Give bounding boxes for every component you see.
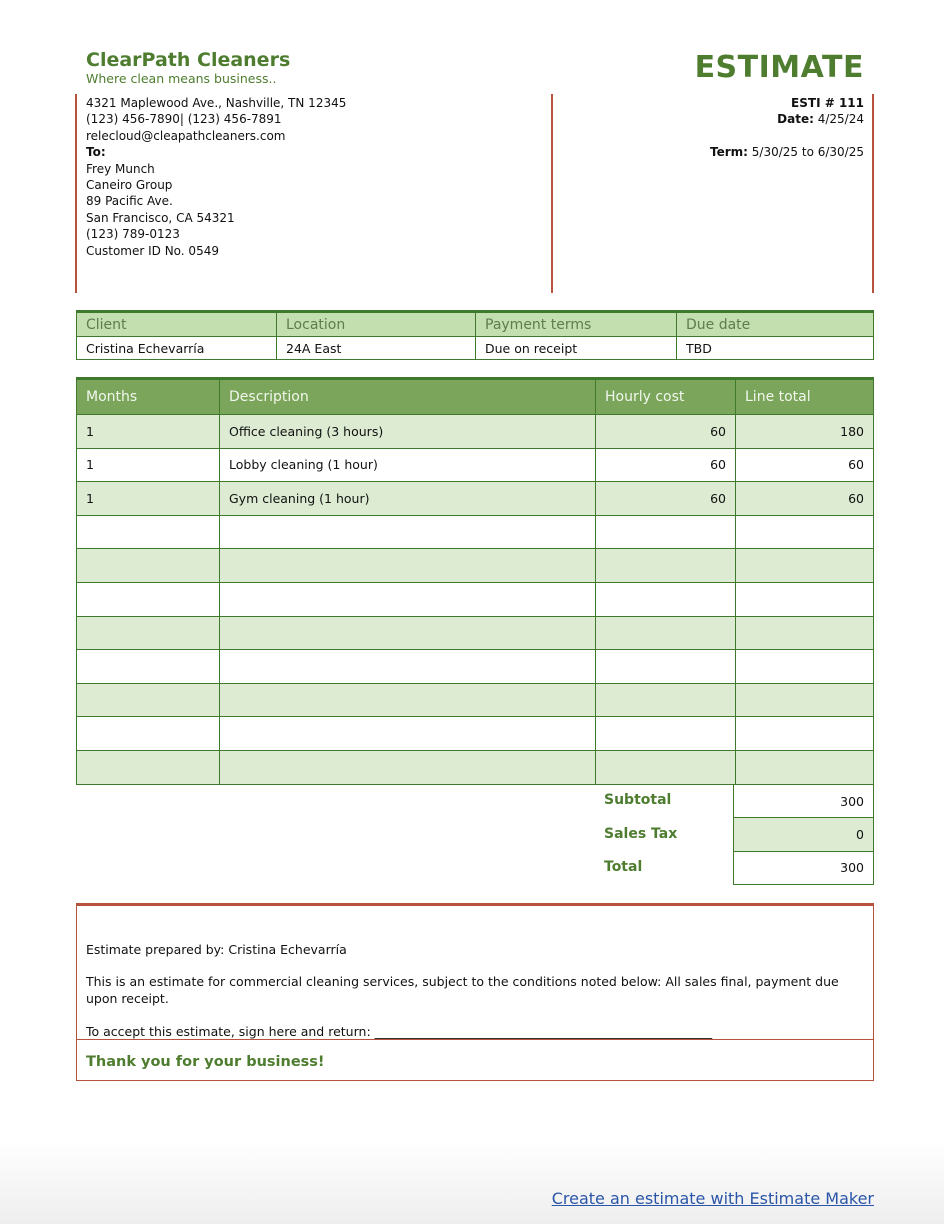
table-row-empty (77, 616, 874, 650)
totals-table (733, 784, 874, 885)
thank-you-message: Thank you for your business! (86, 1054, 325, 1070)
estimate-date: 4/25/24 (817, 112, 864, 127)
info-header: Due date (677, 312, 874, 337)
sales-tax-value: 0 (734, 818, 874, 851)
subtotal-label: Subtotal (604, 792, 672, 808)
table-row-empty (77, 515, 874, 549)
table-row (77, 415, 874, 449)
table-row (77, 482, 874, 516)
info-cell-due-date: TBD (677, 337, 874, 360)
thanks-divider (76, 1039, 874, 1040)
total-row (734, 851, 874, 884)
to-phone: (123) 789-0123 (86, 227, 180, 242)
item-hourly-cost: 60 (596, 448, 736, 482)
item-hourly-cost: 60 (596, 415, 736, 449)
to-city: San Francisco, CA 54321 (86, 210, 235, 225)
estimate-maker-link[interactable]: Create an estimate with Estimate Maker (551, 1189, 874, 1208)
to-label: To: (86, 145, 106, 160)
info-cell-client: Cristina Echevarría (77, 337, 277, 360)
table-row-empty (77, 750, 874, 784)
info-header: Client (77, 312, 277, 337)
divider-right (872, 94, 874, 293)
estimate-meta (710, 95, 864, 161)
prepared-by: Estimate prepared by: Cristina Echevarría (86, 942, 347, 957)
item-line-total: 180 (736, 415, 874, 449)
table-row-empty (77, 582, 874, 616)
items-table (76, 377, 874, 785)
from-email: relecloud@cleapathcleaners.com (86, 128, 286, 143)
date-label: Date: (777, 112, 814, 127)
item-description: Lobby cleaning (1 hour) (220, 448, 596, 482)
item-hourly-cost: 60 (596, 482, 736, 516)
info-cell-location: 24A East (277, 337, 476, 360)
term-label: Term: (710, 145, 748, 160)
item-months: 1 (77, 448, 220, 482)
to-name: Frey Munch (86, 161, 155, 176)
item-description: Gym cleaning (1 hour) (220, 482, 596, 516)
company-tagline: Where clean means business.. (86, 71, 277, 86)
subtotal-value: 300 (734, 785, 874, 818)
subtotal-row (734, 785, 874, 818)
bottom-fade (0, 1140, 944, 1224)
items-header-row (77, 379, 874, 415)
sales-tax-label: Sales Tax (604, 826, 678, 842)
table-row (77, 448, 874, 482)
customer-id: Customer ID No. 0549 (86, 243, 219, 258)
info-value-row (77, 337, 874, 360)
divider-left (75, 94, 77, 293)
table-row-empty (77, 549, 874, 583)
document-title: ESTIMATE (694, 50, 864, 85)
company-name: ClearPath Cleaners (86, 49, 291, 71)
sales-tax-row (734, 818, 874, 851)
items-header: Description (220, 379, 596, 415)
address-block (86, 95, 346, 259)
signature-line: To accept this estimate, sign here and return: ______________________________________________________ (86, 1024, 713, 1039)
estimate-terms: This is an estimate for commercial cleaning services, subject to the conditions noted below: All sales final, payment due upon receipt. (86, 974, 839, 1006)
items-header: Months (77, 379, 220, 415)
total-label: Total (604, 859, 643, 875)
estimate-number: ESTI # 111 (791, 96, 864, 110)
total-value: 300 (734, 851, 874, 884)
to-street: 89 Pacific Ave. (86, 194, 173, 209)
info-table (76, 310, 874, 360)
item-line-total: 60 (736, 482, 874, 516)
items-header: Hourly cost (596, 379, 736, 415)
info-header: Location (277, 312, 476, 337)
from-address: 4321 Maplewood Ave., Nashville, TN 12345 (86, 96, 347, 110)
table-row-empty (77, 650, 874, 684)
item-description: Office cleaning (3 hours) (220, 415, 596, 449)
item-months: 1 (77, 482, 220, 516)
item-line-total: 60 (736, 448, 874, 482)
items-header: Line total (736, 379, 874, 415)
item-months: 1 (77, 415, 220, 449)
estimate-term: 5/30/25 to 6/30/25 (751, 145, 864, 160)
info-cell-payment-terms: Due on receipt (476, 337, 677, 360)
table-row-empty (77, 683, 874, 717)
to-company: Caneiro Group (86, 178, 173, 193)
table-row-empty (77, 717, 874, 751)
divider-middle (551, 94, 553, 293)
info-header: Payment terms (476, 312, 677, 337)
from-phones: (123) 456-7890| (123) 456-7891 (86, 112, 282, 127)
info-header-row (77, 312, 874, 337)
